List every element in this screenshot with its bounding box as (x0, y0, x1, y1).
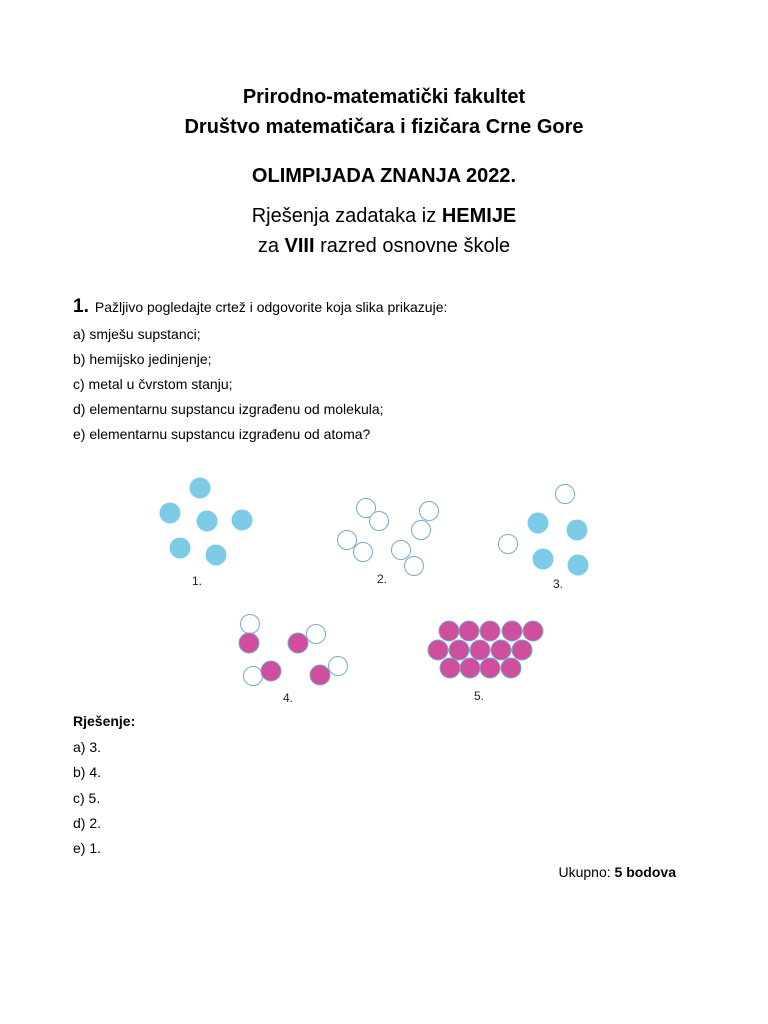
total-value: 5 bodova (614, 864, 676, 880)
white-atom (241, 615, 260, 634)
total-points (558, 864, 676, 880)
blue-atom (568, 555, 589, 576)
white-atom (420, 502, 439, 521)
magenta-atom (440, 658, 460, 678)
white-atom (405, 557, 424, 576)
magenta-atom (523, 621, 543, 641)
magenta-atom (439, 621, 459, 641)
option-e: e) elementarnu supstancu izgrađenu od atoma? (73, 426, 371, 442)
white-atom (329, 657, 348, 676)
blue-atom (533, 549, 554, 570)
blue-atom (190, 478, 211, 499)
answer-b: b) 4. (73, 764, 102, 780)
magenta-atom (502, 621, 522, 641)
society-name: Društvo matematičara i fizičara Crne Gore (184, 116, 584, 138)
magenta-atom (261, 661, 281, 681)
total-prefix: Ukupno: (558, 864, 615, 880)
magenta-atom (480, 658, 500, 678)
answer-e: e) 1. (73, 840, 102, 856)
white-atom (244, 667, 263, 686)
magenta-atom (480, 621, 500, 641)
grade-prefix: za (257, 235, 285, 257)
figure-4 (239, 615, 348, 706)
grade-value: VIII (284, 235, 315, 257)
figure-4-label: 4. (283, 691, 294, 705)
option-a: a) smješu supstanci; (73, 326, 201, 342)
magenta-atom (459, 621, 479, 641)
solution-heading: Rješenje: (73, 713, 136, 729)
figure-3-label: 3. (553, 577, 564, 591)
blue-atom (232, 510, 253, 531)
answer-c: c) 5. (73, 790, 101, 806)
blue-atom (197, 511, 218, 532)
white-atom (392, 541, 411, 560)
magenta-atom (449, 640, 469, 660)
white-atom (354, 543, 373, 562)
magenta-atom (491, 640, 511, 660)
white-atom (412, 521, 431, 540)
figure-2-label: 2. (377, 572, 388, 586)
blue-atom (160, 503, 181, 524)
figure-5-label: 5. (474, 689, 485, 703)
magenta-atom (470, 640, 490, 660)
white-atom (338, 531, 357, 550)
figure-3 (499, 485, 589, 592)
blue-atom (206, 545, 227, 566)
white-atom (556, 485, 575, 504)
question-number: 1. (73, 296, 89, 317)
subtitle-prefix: Rješenja zadataka iz (251, 205, 442, 227)
subject-name: HEMIJE (441, 205, 517, 227)
magenta-atom (512, 640, 532, 660)
magenta-atom (460, 658, 480, 678)
figure-1 (160, 478, 253, 589)
faculty-name: Prirodno-matematički fakultet (242, 86, 526, 108)
question-text: Pažljivo pogledajte crtež i odgovorite koja slika prikazuje: (94, 299, 448, 315)
magenta-atom (501, 658, 521, 678)
figure-5 (428, 621, 543, 703)
blue-atom (567, 520, 588, 541)
magenta-atom (428, 640, 448, 660)
white-atom (370, 512, 389, 531)
option-d: d) elementarnu supstancu izgrađenu od molekula; (73, 401, 384, 417)
magenta-atom (239, 633, 259, 653)
olympiad-title: OLIMPIJADA ZNANJA 2022. (251, 165, 517, 187)
figure-2 (338, 499, 439, 587)
white-atom (499, 535, 518, 554)
answer-a: a) 3. (73, 739, 102, 755)
answer-d: d) 2. (73, 815, 102, 831)
magenta-atom (310, 665, 330, 685)
magenta-atom (288, 633, 308, 653)
white-atom (307, 625, 326, 644)
grade-suffix: razred osnovne škole (314, 235, 511, 257)
option-b: b) hemijsko jedinjenje; (73, 351, 212, 367)
figure-1-label: 1. (192, 574, 203, 588)
blue-atom (528, 513, 549, 534)
option-c: c) metal u čvrstom stanju; (73, 376, 233, 392)
blue-atom (170, 538, 191, 559)
